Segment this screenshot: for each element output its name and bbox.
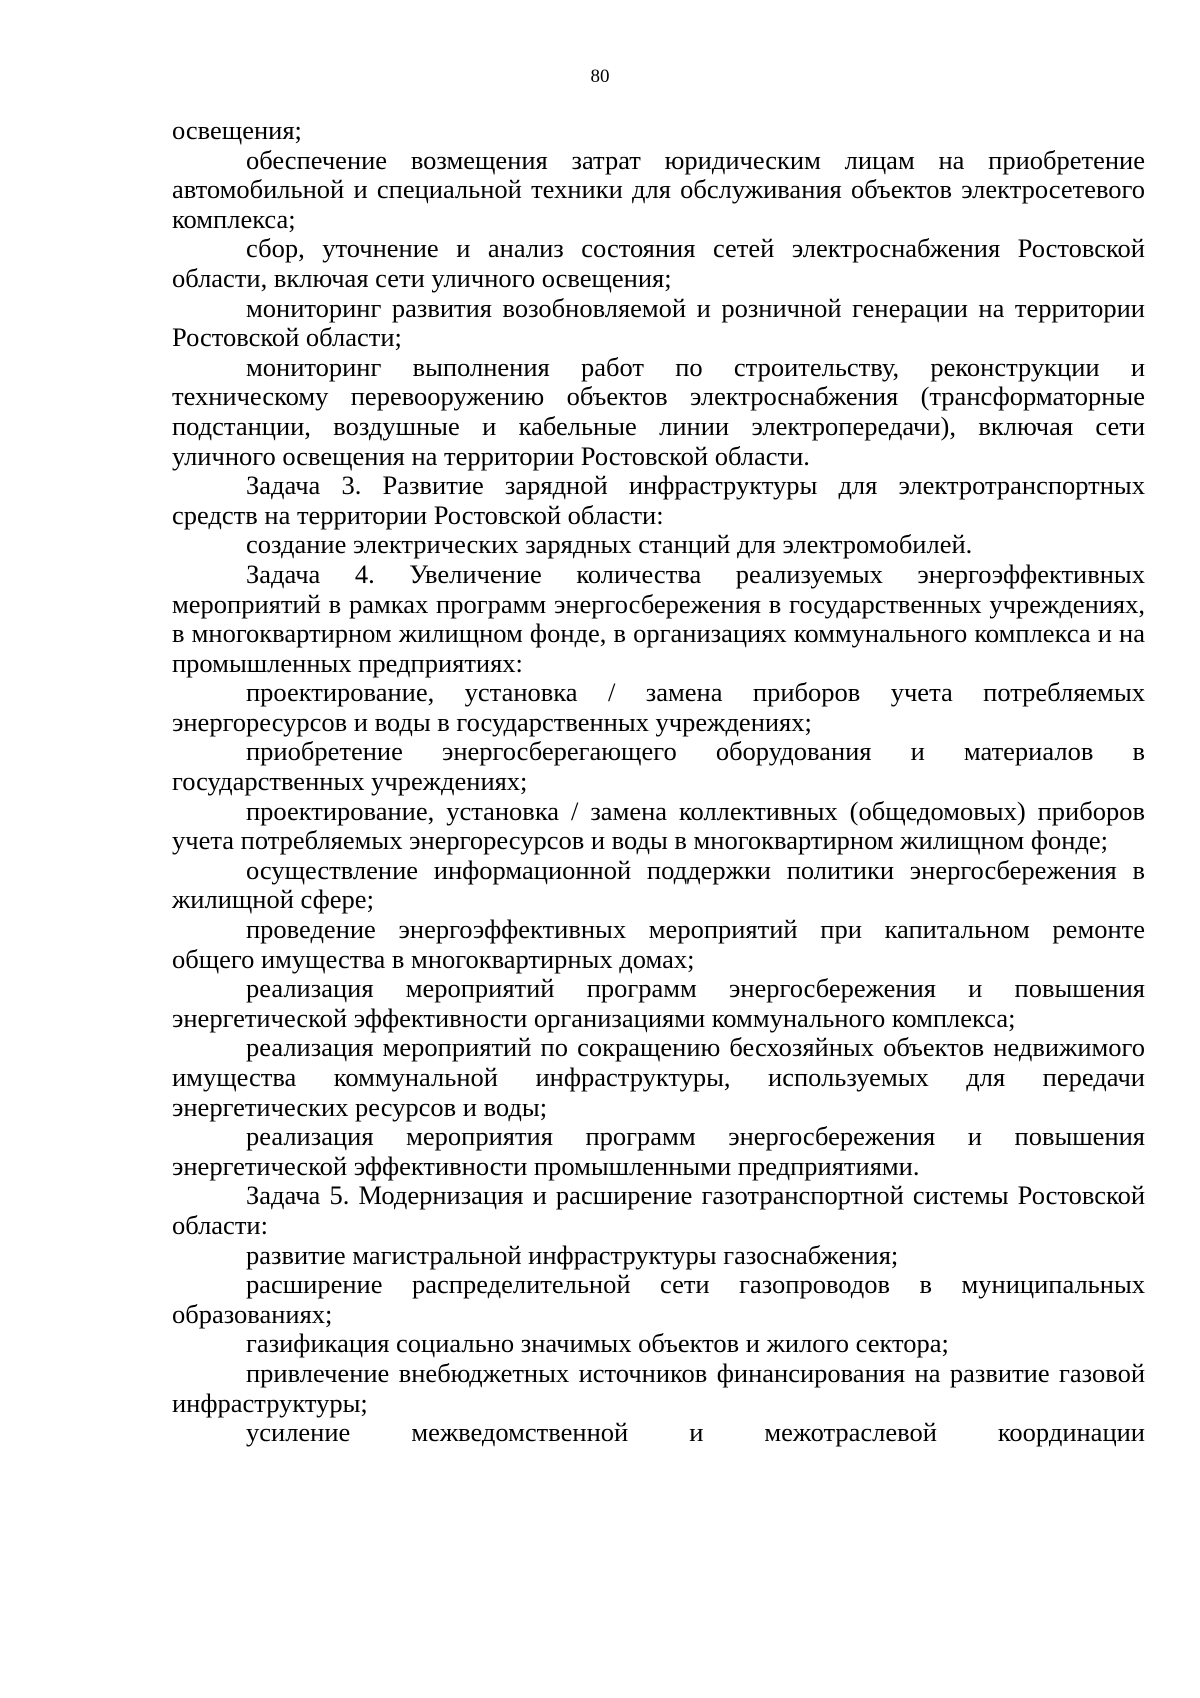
paragraph: приобретение энергосберегающего оборудования и материалов в государственных учреждениях; <box>172 736 1145 797</box>
paragraph: мониторинг развития возобновляемой и розничной генерации на территории Ростовской области; <box>172 292 1145 353</box>
paragraph: мониторинг выполнения работ по строительству, реконструкции и техническому перевооружению объектов электроснабжения (трансформаторные подстанции, воздушные и кабельные линии электропередачи), включая сети уличного освещения на территории Ростовской области. <box>172 351 1145 471</box>
page-number: 80 <box>590 66 610 87</box>
paragraph: расширение распределительной сети газопроводов в муниципальных образованиях; <box>172 1269 1145 1329</box>
body-text <box>172 116 1145 1448</box>
paragraph: развитие магистральной инфраструктуры газоснабжения; <box>246 1239 899 1270</box>
paragraph: реализация мероприятия программ энергосбережения и повышения энергетической эффективности промышленными предприятиями. <box>172 1121 1145 1181</box>
paragraph: осуществление информационной поддержки политики энергосбережения в жилищной сфере; <box>172 854 1145 915</box>
paragraph: газификация социально значимых объектов и жилого сектора; <box>246 1328 949 1359</box>
paragraph: реализация мероприятий по сокращению бесхозяйных объектов недвижимого имущества коммунальной инфраструктуры, используемых для передачи энергетических ресурсов и воды; <box>172 1032 1145 1122</box>
paragraph: Задача 3. Развитие зарядной инфраструктуры для электротранспортных средств на территории Ростовской области: <box>172 470 1145 530</box>
paragraph: обеспечение возмещения затрат юридическим лицам на приобретение автомобильной и специальной техники для обслуживания объектов электросетевого комплекса; <box>172 144 1145 234</box>
paragraph: реализация мероприятий программ энергосбережения и повышения энергетической эффективности организациями коммунального комплекса; <box>172 973 1145 1033</box>
paragraph: проектирование, установка / замена коллективных (общедомовых) приборов учета потребляемых энергоресурсов и воды в многоквартирном жилищном фонде; <box>172 795 1145 856</box>
paragraph: проведение энергоэффективных мероприятий при капитальном ремонте общего имущества в многоквартирных домах; <box>172 914 1145 974</box>
paragraph: проектирование, установка / замена приборов учета потребляемых энергоресурсов и воды в государственных учреждениях; <box>172 677 1145 737</box>
paragraph: усиление межведомственной и межотраслевой координации <box>246 1417 1145 1448</box>
paragraph: Задача 4. Увеличение количества реализуемых энергоэффективных мероприятий в рамках программ энергосбережения в государственных учреждениях, в многоквартирном жилищном фонде, в организациях коммунального комплекса и на промышленных предприятиях: <box>172 558 1145 678</box>
paragraph: создание электрических зарядных станций для электромобилей. <box>246 529 973 560</box>
paragraph: сбор, уточнение и анализ состояния сетей электроснабжения Ростовской области, включая сети уличного освещения; <box>172 233 1145 293</box>
paragraph: освещения; <box>172 115 302 145</box>
paragraph: Задача 5. Модернизация и расширение газотранспортной системы Ростовской области: <box>172 1180 1145 1240</box>
paragraph: привлечение внебюджетных источников финансирования на развитие газовой инфраструктуры; <box>172 1357 1145 1418</box>
